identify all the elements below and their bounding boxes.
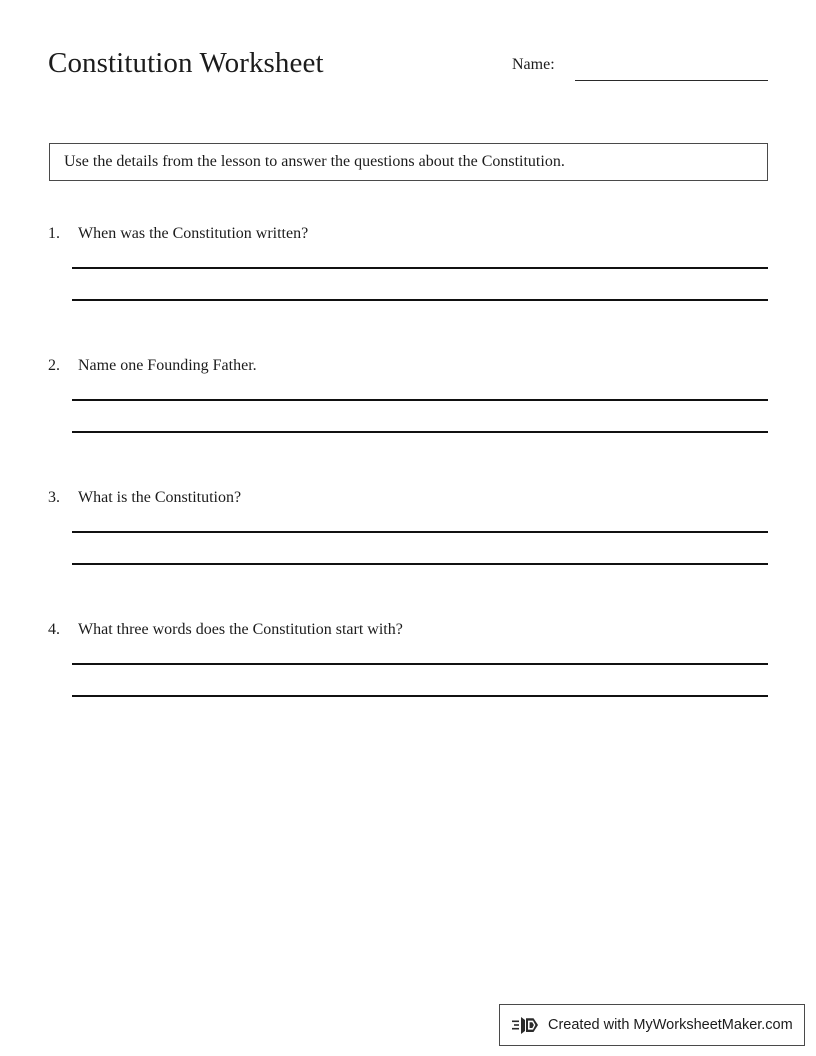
name-label: Name: — [512, 56, 555, 73]
question-text-4: What three words does the Constitution start with? — [78, 621, 403, 638]
answer-line-1-2[interactable] — [72, 299, 768, 301]
question-number-3: 3. — [48, 489, 60, 506]
question-number-1: 1. — [48, 225, 60, 242]
question-item-2 — [48, 355, 768, 379]
answer-line-3-1[interactable] — [72, 531, 768, 533]
answer-line-1-1[interactable] — [72, 267, 768, 269]
worksheet-maker-logo-icon — [512, 1013, 542, 1037]
answer-line-2-1[interactable] — [72, 399, 768, 401]
question-header-2 — [48, 355, 768, 379]
question-text-3: What is the Constitution? — [78, 489, 242, 506]
question-header-4 — [48, 619, 768, 643]
footer-attribution-badge[interactable] — [499, 1004, 805, 1046]
answer-line-3-2[interactable] — [72, 563, 768, 565]
question-item-1 — [48, 223, 768, 247]
answer-line-4-2[interactable] — [72, 695, 768, 697]
answer-line-2-2[interactable] — [72, 431, 768, 433]
question-item-3 — [48, 487, 768, 511]
page-title: Constitution Worksheet — [48, 47, 324, 79]
question-header-1 — [48, 223, 768, 247]
question-text-2: Name one Founding Father. — [78, 357, 257, 374]
question-number-2: 2. — [48, 357, 60, 374]
answer-lines-2 — [72, 399, 768, 433]
footer-attribution-text: Created with MyWorksheetMaker.com — [548, 1017, 793, 1033]
question-text-1: When was the Constitution written? — [78, 225, 309, 242]
answer-lines-4 — [72, 663, 768, 697]
question-header-3 — [48, 487, 768, 511]
instructions-text: Use the details from the lesson to answer the questions about the Constitution. — [64, 153, 565, 170]
question-item-4 — [48, 619, 768, 643]
answer-lines-3 — [72, 531, 768, 565]
answer-lines-1 — [72, 267, 768, 301]
question-number-4: 4. — [48, 621, 60, 638]
answer-line-4-1[interactable] — [72, 663, 768, 665]
